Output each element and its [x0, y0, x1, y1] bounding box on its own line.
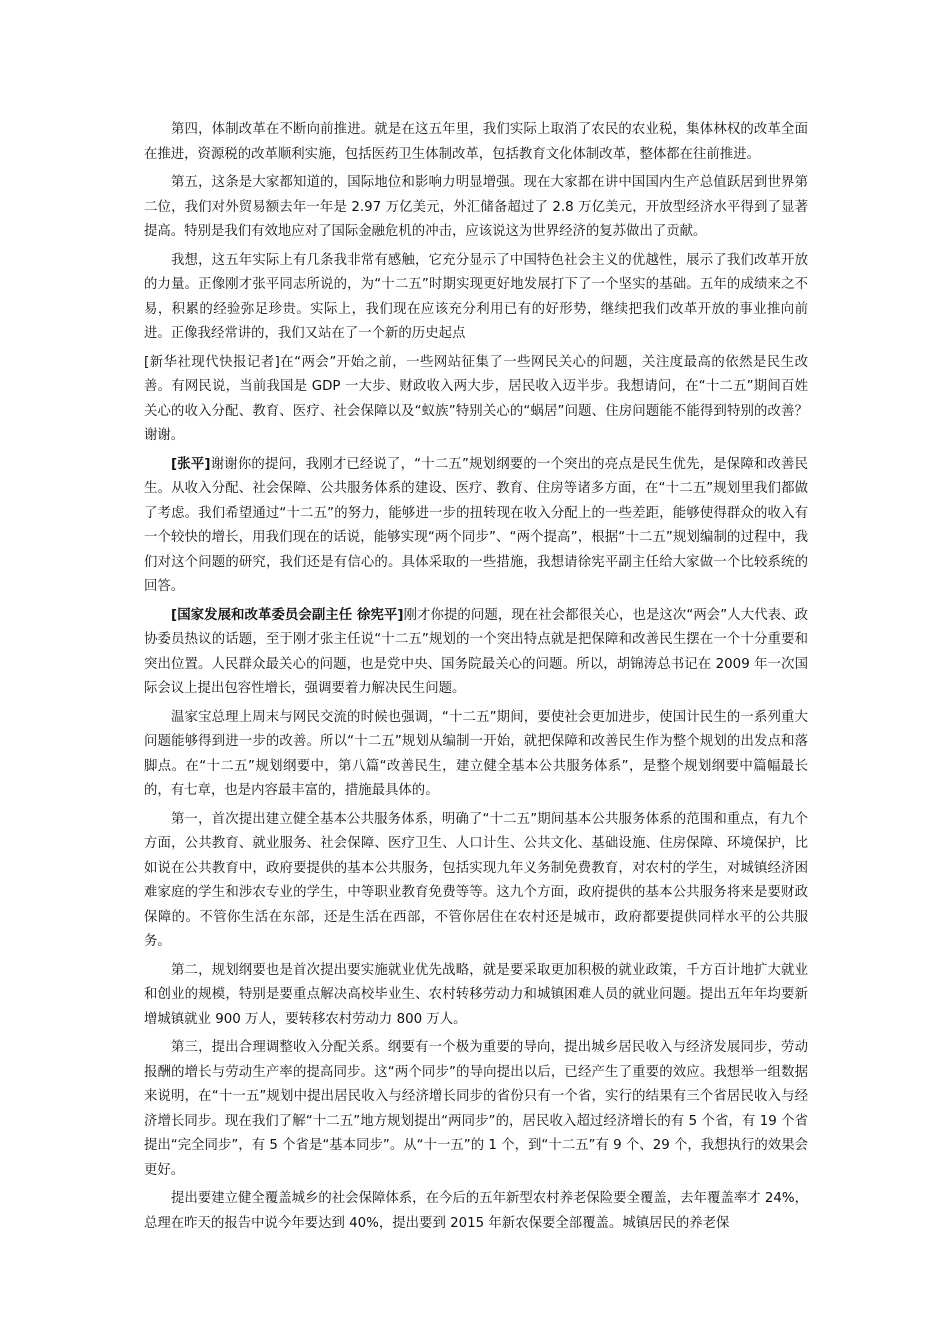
paragraph [144, 1187, 808, 1236]
paragraph [144, 1036, 808, 1183]
paragraph [144, 453, 808, 600]
paragraph-text: [新华社现代快报记者]在“两会”开始之前，一些网站征集了一些网民关心的问题，关注度最高的依然是民生改善。有网民说，当前我国是 GDP 一大步、财政收入两大步，居民收入迈半步。我想请问，在“十二五”期间百姓关心的收入分配、教育、医疗、社会保障以及“蚁族”特别关心的“蜗居”问题、住房问题能不能得到特别的改善？谢谢。 [144, 354, 808, 443]
paragraph [144, 959, 808, 1033]
paragraph-text: 第三，提出合理调整收入分配关系。纲要有一个极为重要的导向，提出城乡居民收入与经济发展同步，劳动报酬的增长与劳动生产率的提高同步。这“两个同步”的导向提出以后，已经产生了重要的效应。我想举一组数据来说明，在“十一五”规划中提出居民收入与经济增长同步的省份只有一个省，实行的结果有三个省居民收入与经济增长同步。现在我们了解“十二五”地方规划提出“两同步”的，居民收入超过经济增长的有 5 个省，有 19 个省提出“完全同步”，有 5 个省是“基本同步”。从“十一五”的 1 个，到“十二五”有 9 个、29 个，我想执行的效果会更好。 [144, 1040, 808, 1178]
paragraph-text: 第一，首次提出建立健全基本公共服务体系，明确了“十二五”期间基本公共服务体系的范围和重点，有九个方面，公共教育、就业服务、社会保障、医疗卫生、人口计生、公共文化、基础设施、住房保障、环境保护，比如说在公共教育中，政府要提供的基本公共服务，包括实现九年义务制免费教育，对农村的学生，对城镇经济困难家庭的学生和涉农专业的学生，中等职业教育免费等等。这九个方面，政府提供的基本公共服务将来是要财政保障的。不管你生活在东部，还是生活在西部，不管你居住在农村还是城市，政府都要提供同样水平的公共服务。 [144, 811, 808, 949]
paragraph [144, 808, 808, 955]
paragraph-text: 谢谢你的提问，我刚才已经说了，“十二五”规划纲要的一个突出的亮点是民生优先，是保障和改善民生。从收入分配、社会保障、公共服务体系的建设、医疗、教育、住房等诸多方面，在“十二五”规划里我们都做了考虑。我们希望通过“十二五”的努力，能够进一步的扭转现在收入分配上的一些差距，能够使得群众的收入有一个较快的增长，用我们现在的话说，能够实现“两个同步”、“两个提高”，根据“十二五”规划编制的过程中，我们对这个问题的研究，我们还是有信心的。具体采取的一些措施，我想请徐宪平副主任给大家做一个比较系统的回答。 [144, 456, 808, 594]
speaker-label: [张平] [171, 456, 211, 472]
paragraph-text: 我想，这五年实际上有几条我非常有感触，它充分显示了中国特色社会主义的优越性，展示了我们改革开放的力量。正像刚才张平同志所说的，为“十二五”时期实现更好地发展打下了一个坚实的基础。五年的成绩来之不易，积累的经验弥足珍贵。实际上，我们现在应该充分利用已有的好形势，继续把我们改革开放的事业推向前进。正像我经常讲的，我们又站在了一个新的历史起点 [144, 252, 808, 341]
document-body [144, 118, 808, 1240]
paragraph-text: 第二，规划纲要也是首次提出要实施就业优先战略，就是要采取更加积极的就业政策，千方百计地扩大就业和创业的规模，特别是要重点解决高校毕业生、农村转移劳动力和城镇困难人员的就业问题。提出五年年均要新增城镇就业 900 万人，要转移农村劳动力 800 万人。 [144, 962, 808, 1027]
paragraph [144, 604, 808, 702]
paragraph [144, 171, 808, 245]
paragraph [144, 351, 808, 449]
paragraph [144, 706, 808, 804]
paragraph-text: 第五，这条是大家都知道的，国际地位和影响力明显增强。现在大家都在讲中国国内生产总值跃居到世界第二位，我们对外贸易额去年一年是 2.97 万亿美元，外汇储备超过了 2.8 万亿美元，开放型经济水平得到了显著提高。特别是我们有效地应对了国际金融危机的冲击，应该说这为世界经济的复苏做出了贡献。 [144, 175, 808, 239]
paragraph-text: 提出要建立健全覆盖城乡的社会保障体系，在今后的五年新型农村养老保险要全覆盖，去年覆盖率才 24%，总理在昨天的报告中说今年要达到 40%，提出要到 2015 年新农保要全部覆盖。城镇居民的养老保 [144, 1191, 808, 1231]
paragraph [144, 118, 808, 167]
paragraph-text: 温家宝总理上周末与网民交流的时候也强调，“十二五”期间，要使社会更加进步，使国计民生的一系列重大问题能够得到进一步的改善。所以“十二五”规划从编制一开始，就把保障和改善民生作为整个规划的出发点和落脚点。在“十二五”规划纲要中，第八篇“改善民生，建立健全基本公共服务体系”，是整个规划纲要中篇幅最长的，有七章，也是内容最丰富的，措施最具体的。 [144, 709, 808, 798]
paragraph-text: 刚才你提的问题，现在社会都很关心，也是这次“两会”人大代表、政协委员热议的话题，至于刚才张主任说“十二五”规划的一个突出特点就是把保障和改善民生摆在一个十分重要和突出位置。人民群众最关心的问题，也是党中央、国务院最关心的问题。所以，胡锦涛总书记在 2009 年一次国际会议上提出包容性增长，强调要着力解决民生问题。 [144, 607, 809, 696]
paragraph [144, 249, 808, 347]
speaker-label: [国家发展和改革委员会副主任 徐宪平] [171, 607, 404, 623]
paragraph-text: 第四，体制改革在不断向前推进。就是在这五年里，我们实际上取消了农民的农业税，集体林权的改革全面在推进，资源税的改革顺利实施，包括医药卫生体制改革，包括教育文化体制改革，整体都在往前推进。 [144, 122, 808, 162]
